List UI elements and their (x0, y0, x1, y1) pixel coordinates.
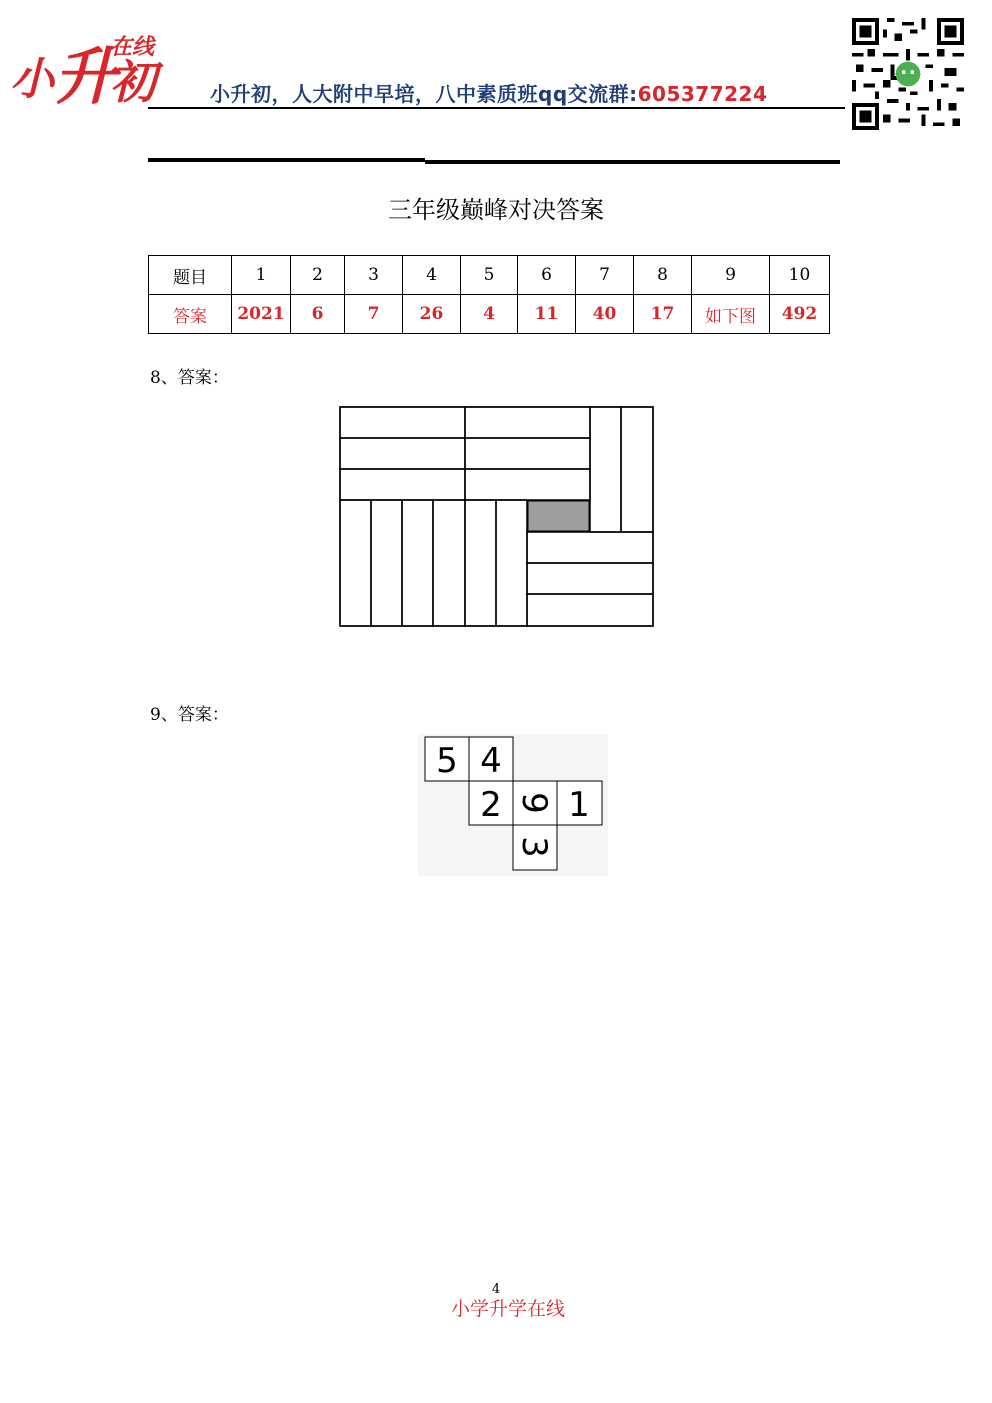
tile (465, 469, 590, 500)
tile (340, 500, 371, 626)
cell-number: 5 (436, 741, 458, 781)
cell-number-rotated: 3 (514, 836, 554, 858)
table-cell: 492 (770, 295, 830, 334)
footer-text: 小学升学在线 (450, 1298, 565, 1320)
tile (465, 407, 590, 438)
tile (371, 500, 402, 626)
tile (433, 500, 465, 626)
table-cell: 如下图 (692, 295, 770, 334)
logo-text-small: 小 (10, 54, 54, 104)
qq-number: 605377224 (637, 82, 768, 106)
table-cell: 4 (461, 295, 518, 334)
tile (527, 563, 653, 594)
table-cell: 6 (518, 256, 576, 295)
cell-number: 1 (568, 785, 590, 825)
table-cell: 40 (576, 295, 634, 334)
tile (621, 407, 653, 532)
tile (465, 438, 590, 469)
table-cell: 17 (634, 295, 692, 334)
svg-text:初: 初 (110, 55, 156, 104)
table-cell: 题目 (149, 256, 232, 295)
cell-number-rotated: 9 (514, 792, 554, 814)
table-cell: 6 (291, 295, 345, 334)
divider-left (148, 158, 425, 162)
table-row-header (149, 256, 830, 295)
tile (527, 594, 653, 626)
table-cell: 11 (518, 295, 576, 334)
table-cell: 7 (576, 256, 634, 295)
svg-text:升: 升 (54, 40, 117, 104)
table-cell: 26 (403, 295, 461, 334)
table-row-answers (149, 295, 830, 334)
q9-label: 9、答案： (150, 705, 229, 725)
tile (340, 438, 465, 469)
divider-right (425, 160, 840, 164)
table-cell: 2021 (232, 295, 291, 334)
header-rule (148, 107, 845, 109)
tile (402, 500, 433, 626)
table-cell: 1 (232, 256, 291, 295)
tile (590, 407, 621, 532)
page-title: 三年级巅峰对决答案 (388, 196, 604, 224)
tiling-figure (339, 406, 655, 628)
answer-table (148, 255, 830, 334)
tile (527, 532, 653, 563)
cell-number: 2 (480, 785, 502, 825)
table-cell: 2 (291, 256, 345, 295)
table-cell: 3 (345, 256, 403, 295)
qr-code (852, 16, 964, 132)
table-cell: 10 (770, 256, 830, 295)
page-number: 4 (491, 1282, 501, 1297)
table-cell: 9 (692, 256, 770, 295)
header-main-text: 小升初，人大附中早培，八中素质班qq交流群: (210, 82, 638, 106)
shaded-gap (528, 501, 589, 531)
tile (496, 500, 527, 626)
table-cell: 8 (634, 256, 692, 295)
table-cell: 5 (461, 256, 518, 295)
table-cell: 答案 (149, 295, 232, 334)
cell-number: 4 (480, 741, 502, 781)
logo (10, 22, 170, 104)
tile (340, 407, 465, 438)
svg-text:在线: 在线 (110, 35, 155, 60)
table-cell: 7 (345, 295, 403, 334)
header-banner (210, 78, 767, 107)
cube-net-figure (418, 734, 608, 876)
tile (340, 469, 465, 500)
table-cell: 4 (403, 256, 461, 295)
tile (465, 500, 496, 626)
q8-label: 8、答案： (150, 368, 229, 388)
wechat-icon (896, 62, 921, 87)
